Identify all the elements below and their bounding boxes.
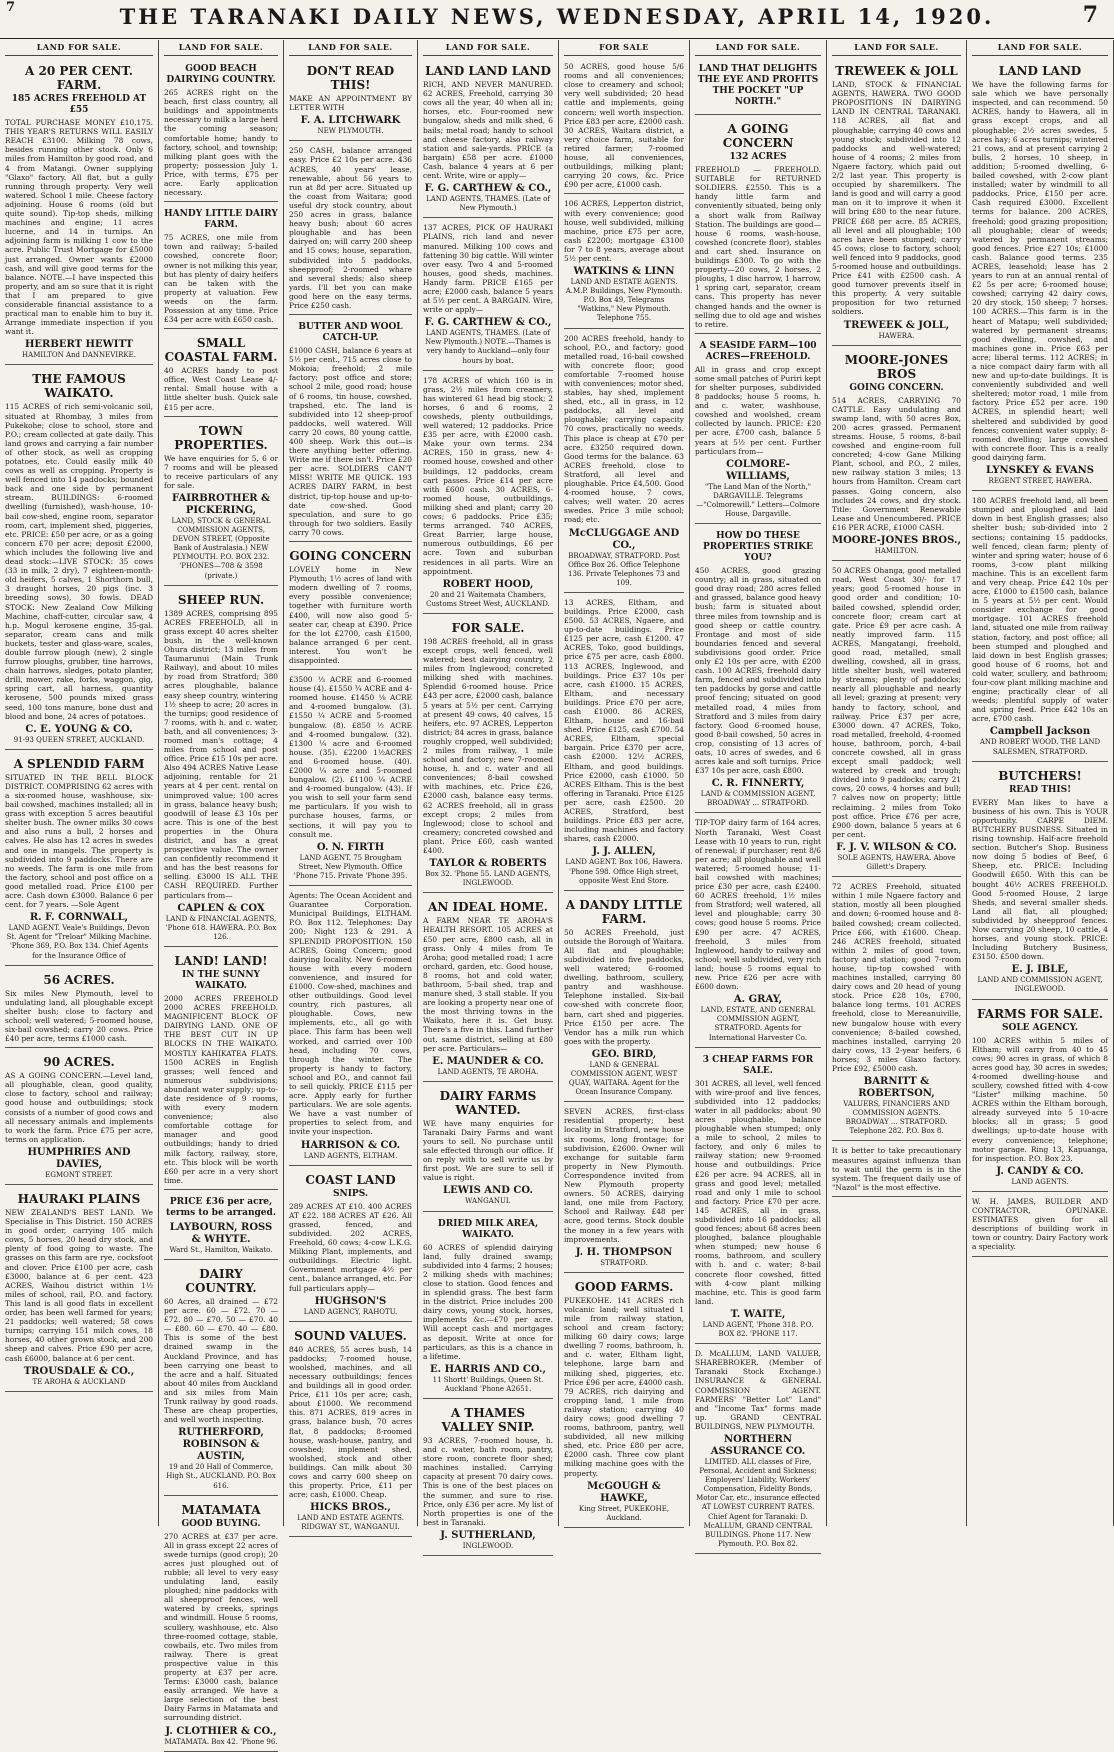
ad-advertiser: FAIRBROTHER & PICKERING, <box>171 493 271 516</box>
advertisement <box>972 1002 1108 1192</box>
ad-headline: TOWN PROPERTIES. <box>174 423 268 452</box>
ad-address: Box 32. 'Phone 55. LAND AGENTS, INGLEWOOD. <box>425 870 551 888</box>
ad-body: LOVELY home in New Plymouth; 1½ acres of land with modern dwelling of 7 rooms, every possible convenience; together with furniture worth £400, will now also good 5-seater car, cheap at £390. Price for the lot £2700, cash £1500, balance arranged 6 per cent. interest. You won't be disappointed. <box>289 565 412 665</box>
ad-address: 19 and 20 Hall of Commerce, High St., AUCKLAND. P.O. Box 616. <box>166 1463 276 1490</box>
ad-advertiser: C. R. FINNERTY, <box>711 778 805 790</box>
ad-headline: HAURAKI PLAINS <box>17 1192 141 1206</box>
column-5 <box>559 40 690 1526</box>
advertisement <box>289 672 412 886</box>
ad-body: 72 ACRES Freehold, situated within 1 mile Ngaere factory and station, mostly all been ploughed and down; 6-roomed house and 8-bailed cowshed; cream collected. Price £66, with £1600. Cheap. 246 ACRES freehold, situated within 2 miles of good town, factory and station; good 7-room house, tip-top cowshed with machines installed, carrying 80 dairy cows and 20 head of young stock. Price £28 10s, £700, balance long terms. 101 ACRES freehold, close to Mereanuiville, new bungalow house with every convenience; 8-bailed cowshed, machines installed, carrying 20 dairy cows, 13 2-year heifers, 6 horses; 3 miles Glaxo factory. Price £92, £5000 cash. <box>832 882 961 1073</box>
ad-headline: COAST LAND <box>305 1172 396 1187</box>
ad-headline: DAIRY COUNTRY. <box>185 1267 257 1295</box>
page-number: 7 <box>1082 2 1098 28</box>
ad-body: TOTAL PURCHASE MONEY £10,175. THIS YEAR'S RETURNS WILL EASILY REACH £3100. Milking 78 cows, besides running other stock. Only 6 miles from Hamilton by good road, and 4 from Matangi. Owner supplying "Glaxo" factory. All flat, but a gully running through property. Very well watered. School 1 mile. Cheese factory adjoining. House 6 rooms (old but quite sound). Tip-top sheds, milking machines and engine; 11 acres lucerne, and 14 in turnips. An adjoining farm is milking 1 cow to the acre. Public Trust Mortgage for £5000 just arranged. Owner wants £2000 cash, and will give good terms for the balance. NOTE.—I have inspected this property, and am so sure that it is right that I am prepared to give considerable financial assistance to a practical man to enable him to buy it. Arrange immediate inspection if you want it. <box>5 118 153 337</box>
ad-headline: THE FAMOUS WAIKATO. <box>32 372 126 401</box>
ad-address: LIMITED. ALL classes of Fire, Personal, Accident and Sickness; Employers' Liability, Workers' Compensation, Fidelity Bonds, Motor Car, etc., insurance effected AT LOWEST CURRENT RATES. Chief Agent for Taranaki: D. McALLUM, GRAND CENTRAL BUILDINGS. Phone 117. New Plymouth. P.O. Box 82. <box>696 1457 820 1548</box>
advertisement <box>164 588 278 947</box>
ad-headline: A SPLENDID FARM <box>13 756 145 771</box>
advertisement <box>695 526 821 813</box>
ad-body: NEW ZEALAND'S BEST LAND. We Specialise in This District. 150 ACRES in good order, carrying 105 milch cows, 5 horses, 20 head dry stock, and plenty of food going to waste. The grasses on this farm are rye, cocksfoot and clover. Price £100 per acre, cash £3000, balance at 6 per cent. 423 ACRES, Waihou district within 1½ miles of school, rail, P.O. and factory. This land is all good flats in excellent order, has been well farmed for years; 21 paddocks; well watered; 58 cows turnips; carrying 151 milch cows, 18 horses, 40 other grown stock, and 200 sheep and calves. Price £90 per acre, cash £6000, balance at 6 per cent. <box>5 1208 153 1363</box>
ad-body: 60 Acres, all drained — £72 per acre. 60 — £72. 70 — £72. 80 — £70. 50 — £70. 40 — £80. 60 — £70. 40 — £80. This is some of the best drained swamp in the Auckland Province, and has been carrying one beast to the acre and a half. Situated about 40 miles from Auckland and six miles from Main Trunk railway by good roads. These are cheap properties, and well worth inspecting. <box>164 1297 278 1425</box>
ad-body: All in grass and crop except some small patches of Puriri kept for shelter purposes, subdivided 8 paddocks; house 5 rooms, h. and c. water, washhouse, cowshed and woolshed, cream collected by launch. PRICE: £20 per acre, £700 cash, balance 5 years at 5½ per cent. Further particulars from— <box>695 364 821 456</box>
advertisement <box>564 595 684 891</box>
ad-subheadline: GOING CONCERN. <box>849 382 944 393</box>
advertisement <box>832 59 961 346</box>
ad-address: King Street, PUKEKOHE, Auckland. <box>578 1504 670 1522</box>
advertisement <box>5 367 153 749</box>
ad-address: LAND AGENTS, THAMES. (Late of New Plymouth.) <box>426 195 550 213</box>
ad-advertiser: CAPLEN & COX <box>177 902 265 914</box>
ad-advertiser: Campbell Jackson <box>989 726 1091 738</box>
ad-advertiser: NORTHERN ASSURANCE CO. <box>710 1433 806 1457</box>
ad-body: PUKEKOHE. 141 ACRES rich volcanic land; well situated 1 mile from railway station, school and cream factory; milking 60 dairy cows; large dwelling 7 rooms, bathroom, h. and c. water, Eltham light, telephone, large barn and milking shed, piggeries, etc. Price £96 per acre, £4000 cash. 79 ACRES, rich dairying and cropping land, 1 mile from railway station; carrying 40 dairy cows; good dwelling 7 rooms, bathroom, pantry, well subdivided, all new milking shed, etc. Price £80 per acre, £2000 cash. Three cow plant milking machine goes with the property. <box>564 1295 684 1478</box>
ad-headline: LAND LAND <box>998 64 1082 79</box>
ad-body: 180 ACRES freehold land, all been stumped and ploughed and laid down in best English grasses; also shelter bush; sub-divided into 2 sections; containing 15 paddocks, well fenced, clean farm; plenty of winter and spring water; house of 6 rooms, 3-cow plant milking machine. This is an excellent farm and very cheap. Price £42 10s per acre, £1000 to £1500 cash, balance in 5 years at 5½ per cent. Would consider exchange for good mortgage. 101 ACRES freehold land, situated one mile from railway station, factory, and post office; all been stumped and ploughed and laid down in best English grasses; good house of 6 rooms, hot and cold water, scullery, and bathroom; four-cow plant milking machine and engine; practically clear of all weeds; plentiful supply of water and spring feed. Price £42 10s an acre, £700 cash. <box>972 496 1108 724</box>
ad-address: LAND & GENERAL COMMISSION AGENT, WEST QUAY, WAITARA. Agent for the Ocean Insurance Company. <box>568 1060 680 1097</box>
ad-advertiser: J. J. ALLEN, <box>592 846 656 858</box>
advertisement <box>289 143 412 315</box>
ad-advertiser: McCLUGGAGE AND CO., <box>568 527 680 551</box>
ad-body: SITUATED IN THE BELL BLOCK DISTRICT. COMPRISING 62 acres with a six-roomed house, washhouse, six-bail cowshed, machines installed; all in grass with exception 5 acres beautiful shelter bush. The owner milks 30 cows and also runs a bull, 2 horses and calves. He also has 12 acres in swedes and one in mangels. The property is subdivided into 9 paddocks. There are no weeds. The farm is one mile from the factory, school and post office on a good metalled road. Price £100 per acre. Cash down £3000. Balance 6 per cent. for 7 years. —Sole Agent <box>5 772 153 910</box>
ad-headline: HANDY LITTLE DAIRY FARM. <box>164 209 278 231</box>
ad-address: HAWERA. <box>878 331 915 340</box>
ad-advertiser: TROUSDALE & CO., <box>23 1365 135 1377</box>
advertisement <box>564 893 684 1103</box>
ad-headline: 90 ACRES. <box>43 1055 115 1070</box>
ad-headline: PRICE £36 per acre, terms to be arranged. <box>166 1196 276 1218</box>
advertisement <box>695 815 821 1047</box>
ad-address: LAND AGENTS, THAMES. (Late of New Plymouth.) NOTE.—Thames is very handy to Auckland—only four hours by boat. <box>425 329 551 365</box>
column-7 <box>827 40 967 1526</box>
ad-address: INGLEWOOD. <box>462 1541 514 1550</box>
advertisement <box>5 752 153 966</box>
ad-headline: DRIED MILK AREA, WAIKATO. <box>437 1218 539 1240</box>
column-heading: LAND FOR SALE. <box>695 40 821 56</box>
ad-body: 60 ACRES of splendid dairying land, fully drained swamp; subdivided into 4 farms; 2 houses; 2 milking sheds with machines; close to station. Good fences and in splendid grass. The best farm in the district. Price includes 200 dairy cows, young stock, horses, implements &c.—£70 per acre. Will accept cash and mortgages as deposit. Write at once for particulars, as this is a chance in a lifetime. <box>423 1242 553 1361</box>
column-3 <box>284 40 418 1532</box>
ad-address: LAND AGENTS, TE AROHA. <box>437 1067 539 1076</box>
ad-headline: SHEEP RUN. <box>177 592 265 607</box>
ad-headline: A GOING CONCERN <box>722 122 794 151</box>
ad-advertiser: J. CANDY & CO. <box>996 1165 1084 1177</box>
ad-advertiser: ROBERT HOOD, <box>442 578 534 590</box>
advertisement <box>695 59 821 115</box>
ad-headline: LAND THAT DELIGHTS THE EYE AND PROFITS THE POCKET "UP NORTH." <box>697 64 819 108</box>
ad-subheadline: 132 ACRES <box>729 152 787 163</box>
ad-body: MAKE AN APPOINTMENT BY LETTER WITH <box>289 94 412 113</box>
ad-address: LAND AGENT. 75 Brougham Street, New Plymouth. Office 'Phone 715. Private 'Phone 395. <box>293 853 408 880</box>
ad-subheadline: IN THE SUNNY WAIKATO. <box>182 969 260 991</box>
ad-body: RICH, AND NEVER MANURED. 62 ACRES, Freehold, carrying 30 cows all the year, 40 when all in; horses, etc. Four-roomed new bungalow, sheds and milk shed, 6 bails; metal road; handy to school and cheese factory, also railway station and sale-yards. PRICE (a bargain) £58 per acre. £1000 Cash, balance 4 years at 6 per cent. Write, wire or apply— <box>423 80 553 181</box>
ad-body: 50 ACRES Freehold, just outside the Borough of Waitara. All flat and ploughable; subdivided into five paddocks, well watered; 6-roomed dwelling, bathroom, scullery, pantry and washhouse. Telephone installed. Six-bail cow-shed with concrete floor, barn, cart shed and piggeries. Price £150 per acre. The Vendor has a milk run which goes with the property. <box>564 927 684 1046</box>
advertisement <box>423 1401 553 1556</box>
ad-address: BROADWAY, STRATFORD. Post Office Box 26. Office Telephone 136. Private Telephones 73 and 109. <box>567 551 681 587</box>
masthead <box>0 0 1114 39</box>
ad-address: TE AROHA & AUCKLAND <box>32 1377 126 1386</box>
ad-address: SOLE AGENTS, HAWERA. Above Gillett's Drapery. <box>837 853 956 872</box>
ad-advertiser: F. G. CARTHEW & CO., <box>424 183 552 195</box>
ad-address: LAND & FINANCIAL AGENTS, 'Phone 618. HAWERA. P.O. Box 126. <box>165 914 277 941</box>
advertisement <box>289 317 412 542</box>
ad-headline: A SEASIDE FARM—100 ACRES—FREEHOLD. <box>699 340 817 362</box>
ad-body: 13 ACRES, Eltham, and buildings. Price £2000, cash £500. 53 ACRES, Ngaere, and up-to-date buildings. Price £125 per acre, cash £1200. 47 ACRES, Toko, good buildings, price £75 per acre, cash £800. 113 ACRES, Inglewood, and buildings. Price £37 10s per acre, cash £1000. 15 ACRES, Eltham, and necessary buildings. Price £70 per acre, cash £1000. 86 ACRES, Eltham, house and 16-bail shed. Price £125, cash £700. 54 ACRES, Eltham, special bargain. Price £370 per acre, cash £2000. 12½ ACRES, Eltham, and good buildings. Price £2000, cash £1000. 50 ACRES Eltham. This is the best offering in Taranaki. Price £125 per acre, cash £2500. 20 ACRES, Stratford, best buildings. Price £83 per acre, including machines and factory shares, cash £2000. <box>564 597 684 844</box>
ad-headline: 3 CHEAP FARMS FOR SALE. <box>702 1054 814 1076</box>
ad-advertiser: LEWIS AND CO. <box>443 1185 533 1197</box>
advertisement <box>423 220 553 370</box>
ad-address: STRATFORD. <box>600 1258 648 1267</box>
advertisement <box>832 1143 961 1196</box>
ad-body: Six miles New Plymouth, level to undulating land, all ploughable except shelter bush; close to factory and school; well watered; 5-roomed house, six-bail cowshed; carry 20 cows. Price £40 per acre, terms £1000 cash. <box>5 988 153 1044</box>
advertisement <box>564 1104 684 1273</box>
ad-advertiser: WATKINS & LINN <box>573 266 675 278</box>
column-heading: LAND FOR SALE. <box>832 40 961 56</box>
advertisement <box>164 1192 278 1260</box>
ad-address: LAND AGENTS, ELTHAM. <box>303 1151 398 1160</box>
advertisement <box>423 1214 553 1399</box>
advertisement <box>695 1346 821 1554</box>
ad-advertiser: GEO. BIRD, <box>591 1048 657 1060</box>
ad-subheadline: 185 ACRES FREEHOLD AT £55 <box>11 94 147 116</box>
ad-body: Agents: The Ocean Accident and Guarantee Corporation. Municipal Buildings, ELTHAM. P.O. Box 112. Telephones: Day 200; Night 123 & 291. A SPLENDID PROPOSITION. 150 ACRES, Going Concern; good dairying locality. New 6-roomed house with every modern convenience, and insured for £1000. Cow-shed, machines and other outbuildings. Good level country, rich pastures, all ploughable. Cows, new implements, etc., all go with place. This farm has been well worked, and carried over 100 head, including 70 cows, through the winter. The property is handy to factory, school and P.O., and cannot fail to sell quickly. PRICE £115 per acre. Apply early for further particulars. We are sole agents. We have a vast number of properties to select from, and invite your inspection. <box>289 891 412 1137</box>
ad-body: 75 ACRES, one mile from town and railway; 5-bailed cowshed, concrete floor; owner is not milking this year, but has plenty of dairy heifers can be taken with the property at valuation. Few weeds on the farm. Possession at any time. Price £34 per acre with £650 cash. <box>164 233 278 325</box>
advertisement <box>564 196 684 328</box>
advertisement <box>695 336 821 524</box>
newspaper-title: THE TARANAKI DAILY NEWS, WEDNESDAY, APRIL 14, 1920. <box>119 4 995 29</box>
ad-body: 289 ACRES AT £10. 400 ACRES AT £22. 188 ACRES AT £26. All grassed, fenced, and subdivided. 202 ACRES, Freehold, 60 cows; 4-cow L.K.G. Milking Plant, implements, and outbuildings. Electric light. Government mortgage 4½ per cent., balance arranged, etc. For full particulars apply— <box>289 1201 412 1293</box>
ad-address: LAND, STOCK & GENERAL COMMISSION AGENTS, DEVON STREET, (Opposite Bank of Australasia.) NEW PLYMOUTH. P.O. BOX 232. 'PHONES—708 & 3598 (private.) <box>171 517 271 580</box>
ad-address: LAND AGENT, 'Phone 318. P.O. BOX 82. 'PHONE 117. <box>702 1320 814 1339</box>
ad-headline: HOW DO THESE PROPERTIES STRIKE YOU? <box>702 531 813 564</box>
ad-body: AS A GOING CONCERN.—Level land, all ploughable, clean, good quality, close to factory, school and railway; good house and outbuildings; stock consists of a number of good cows and all necessary animals and implements to work the farm. Price £75 per acre, terms on application. <box>5 1071 153 1144</box>
advertisement <box>289 1324 412 1538</box>
ad-address: AND ROBERT WOOD. THE LAND SALESMEN, STRATFORD. <box>979 738 1101 756</box>
ad-address: LAND AGENCY, RAHOTU. <box>303 1307 398 1316</box>
ad-advertiser: LYNSKEY & EVANS <box>985 465 1095 477</box>
ad-address: VALUERS, FINANCIERS AND COMMISSION AGENTS. BROADWAY ... STRATFORD. Telephone 282. P.O. Box 8. <box>843 1100 950 1136</box>
ad-body: D. McALLUM, LAND VALUER, SHAREBROKER. (Member of Taranaki Stock Exchange.) INSURANCE & GENERAL COMMISSION AGENT. FARMERS' "Better Lot" Land" and "Income Tax" forms made up. GRAND CENTRAL BUILDINGS, NEW PLYMOUTH. <box>695 1349 821 1431</box>
advertisement <box>695 1050 821 1345</box>
ad-body: 265 ACRES right on the beach, first class country, all buildings and appointments necessary to milk a large herd the coming season; comfortable home; handy to factory, school, and township; milking plant goes with the property; possession July 1. Price, with terms, £75 per acre. Early application necessary. <box>164 88 278 198</box>
ad-body: 840 ACRES, 55 acres bush, 14 paddocks; 7-roomed house, woolshed, machines, and all necessary outbuildings; fences and buildings all in good order. Price, £11 10s per acre; cash, about £1000. We recommend this. 871 ACRES, 819 acres in grass, balance bush, 70 acres flat, 8 paddocks; 8-roomed house, wash-house, pantry, and cowshed; implement shed, woolshed, stock and other buildings. Can milk about 30 cows and carry 600 sheep on this property. Price, £11 per acre; cash, £1000. Cheap. <box>289 1344 412 1500</box>
ad-advertiser: E. J. IBLE, <box>1011 964 1069 976</box>
ad-address: 11 Shortt' Buildings, Queen St. Auckland 'Phone A2651. <box>432 1375 544 1393</box>
ad-address: 91-93 QUEEN STREET, AUCKLAND. <box>13 735 145 744</box>
ad-headline: BUTCHERS! <box>998 768 1082 783</box>
ad-body: It is better to take precautionary measures against influenza than to wait until the germ is in the system. The frequent daily use of "Nazol" is the most effective. <box>832 1146 961 1192</box>
advertisement <box>5 968 153 1049</box>
advertisement <box>5 1050 153 1185</box>
advertisement <box>972 1194 1108 1257</box>
ad-advertiser: HUMPHRIES AND DAVIES, <box>27 1146 131 1170</box>
advertisement <box>972 764 1108 1000</box>
ad-advertiser: LAYBOURN, ROSS & WHYTE. <box>169 1221 273 1245</box>
ad-advertiser: HARRISON & CO. <box>300 1139 401 1151</box>
advertisement <box>972 493 1108 762</box>
ad-address: "The Land Man of the North," DARGAVILLE. Telegrams—"Colmorewill." Letters—Colmore House, Dargaville. <box>696 482 820 518</box>
ad-headline: A 20 PER CENT. FARM. <box>25 64 133 93</box>
ad-body: LAND, STOCK & FINANCIAL AGENTS, HAWERA. TWO GOOD PROPOSITIONS IN DAIRYING LAND IN CENTRAL TARANAKI. 118 ACRES, all flat and ploughable; carrying 40 cows and young stock; subdivided into 12 paddocks and well-watered; house of 4 rooms; 2 miles from Ngaere factory, which paid out 2/2 last year. This property is occupied by sharemilkers. The land is good and will carry a good man on it to improve it when it will bring £80 to the near future. PRICE £68 per acre. 85 ACRES, all level and all ploughable; 100 acres have been stumped; carry 45 cows; close to factory, school; well fenced into 9 paddocks, good 5-roomed house and outbuildings. Price £41 with £2500 cash. A good turnover prevents itself in this property. A very suitable proposition for two returned soldiers. <box>832 80 961 317</box>
advertisement <box>5 1187 153 1392</box>
ad-advertiser: TREWEEK & JOLL, <box>843 319 950 331</box>
ad-headline: MATAMATA <box>181 1502 261 1517</box>
column-heading: LAND FOR SALE. <box>5 40 153 56</box>
advertisement <box>695 117 821 334</box>
ad-body: 115 ACRES of rich semi-volcanic soil, situated at Rhombay, 3 miles from Pukekohe; close to school, store and P.O.; cream collected at gate daily. This land grows and carrying a fair number of other stock, as well as cropping potatoes, etc. Could easily milk 40 cows as well as cropping. Property is well fenced into 14 paddocks; bounded back and one side by permanent stream. BUILDINGS: 6-roomed dwelling (furnished), wash-house, 10-bail cow-shed, engine room, separator room, cart, implement shed, piggeries, etc. PRICE: £50 per acre, or as a going concern £70 per acre; deposit £2000, which includes the following live and dead stock:—LIVE STOCK: 35 cows (33 in milk, 2 dry), 7 eighteen-month-old heifers, 5 calves, 1 Shorthorn bull, 3 draught horses, 20 pigs (inc. 3 breeding sows), 30 fowls. DEAD STOCK: New Zealand Cow Milking Machine, chaff-cutter, circular saw, 4 h.p. Mogul kerosene engine, 35-gal. separator, cream cans and milk buckets, tester and glass-ware, scales, double furrow plough (new), 2 single furrow ploughs, grubber, tine harrows, chain harrows, sledges, potato planter, drill, mower, rake, forks, waggon, gig, spring cart, all harness, quantity kerosene, 500 pounds mixed grass seed, 100 tons manure, bone dust and blood and bone, 24 acres of potatoes. <box>5 402 153 721</box>
ad-body: SEVEN ACRES, first-class residential property; best locality in Stratford, new house six rooms, long frontage; for subdivision, £2600. Owner will exchange for suitable farm property in New Plymouth. Correspondence invited from New Plymouth property owners. 50 ACRES, dairying land, one mile from Factory, School and Railway. £48 per acre, good terms. Stock double the money in a few years with improvements. <box>564 1107 684 1244</box>
advertisement <box>564 59 684 194</box>
advertisement <box>832 563 961 877</box>
ad-advertiser: E. MAUNDER & CO. <box>432 1055 544 1067</box>
advertisement <box>5 59 153 365</box>
advertisement <box>832 348 961 562</box>
ad-body: 137 ACRES, PICK OF HAURAKI PLAINS, rich land and never manured. Milking 100 cows and fattening 30 big cattle. Will winter over easy. Two 4 and 5-roomed houses, good sheds, machines. Handy farm. PRICE £165 per acre; £2000 cash, balance 5 years at 5½ per cent. A BARGAIN. Wire, write or apply— <box>423 223 553 315</box>
ad-body: 93 ACRES, 7-roomed house, h. and c. water, bath room, pantry, store room, concrete floor shed; machines installed. Carrying capacity at present 70 dairy cows. This is one of the best places on the summer, and sure to rise. Price, only £36 per acre. My list of North properties is one of the best in Taranaki. <box>423 1435 553 1527</box>
advertisement <box>164 59 278 202</box>
ad-body: WE have many enquiries for Taranaki Dairy Farms and want yours to sell. No purchase until sale effected through our office. If on reply with to sell write us by first post. We are sure to sell if value is right. <box>423 1118 553 1183</box>
ad-address: LAND AND ESTATE AGENTS. A.M.P. Buildings, New Plymouth. P.O. Box 49, Telegrams "Watkins," New Plymouth. Telephone 755. <box>565 278 683 323</box>
ad-headline: DAIRY FARMS WANTED. <box>439 1088 537 1117</box>
column-heading: LAND FOR SALE. <box>164 40 278 56</box>
column-heading: LAND FOR SALE. <box>289 40 412 56</box>
ad-address: NEW PLYMOUTH. <box>317 127 384 136</box>
ad-advertiser: J. H. THOMPSON <box>575 1246 673 1258</box>
ad-body: 50 ACRES Ohanga, good metalled road, West Coast 30/- for 17 years; good 5-roomed house in good order and condition; 10-bailed cowshed, splendid order, concrete floor; cream cart at gate. Price £9 per acre cash. A neatly improved farm. 115 ACRES, Mangatangi, freehold, good road, metalled, small dwelling, cowshed, all in grass, little shelter bush, well watered by streams; plenty of paddocks; nearly all ploughable and nearly all level; grazing at present; very handy to factory, school, and railway. Price £37 per acre, £3000 down. 47 ACRES, Toko, road metalled, freehold, 4-roomed house, bathroom, porch, 4-bail concrete cowshed, all in grass except small paddock; well watered by creek and trough; divided into 9 paddocks; carry 21 cows, 20 cows, 4 horses and bull; 7 calves now on property; little reclaiming. 2 miles from Toko post office. Price £76 per acre, £900 down, balance 5 years at 6 per cent. <box>832 566 961 839</box>
ad-address: REGENT STREET, HAWERA. <box>988 477 1092 486</box>
advertisement <box>164 331 278 416</box>
ad-headline: LAND LAND LAND <box>425 64 551 79</box>
ad-body: 514 ACRES, CARRYING 70 CATTLE. Easy undulating and swamp land, with 50 acres Box, 200 acres grassed. Permanent streams. House, 5 rooms, 8-bail cowshed and engine-room full concreted; 4-cow Gane Milking Plant, school, and P.O., 2 miles, new railway station 3 miles; 13 hours from Hamilton. Cream cart passes. Going concern, also includes 24 cows, and dry stock. Title: Government Renewable Lease and Unencumbered. PRICE £16 PER ACRE, £1000 CASH. <box>832 395 961 532</box>
ad-headline: DON'T READ THIS! <box>306 64 395 93</box>
ad-body: 50 ACRES, good house 5/6 rooms and all conveniences; close to creamery and school; very well subdivided; 20 head cattle and implements, going concern; well worth inspection. Price £83 per acre, £2000 cash. 30 ACRES, Waitara district, a very choice farm, suitable for retired farmer; 7-roomed house, all conveniences, outbuildings, milking plant; carrying 20 cows, &c. Price £90 per acre, £1000 cash. <box>564 62 684 190</box>
ad-advertiser: J. CLOTHIER & CO., <box>165 1725 277 1737</box>
advertisement <box>164 1498 278 1752</box>
ad-advertiser: F. A. LITCHWARK <box>300 115 401 127</box>
ad-body: 450 ACRES, good grazing country; all in grass, situated on good dray road; 280 acres felled and grassed, balance good heavy bush; farm is situated about three miles from township and is good sheep or cattle country. Frontage and most of side boundaries fenced and several subdivisions good order. Price only £2 10s per acre, with £200 cash. 100 ACRES, freehold dairy farm, fenced and subdivided into ten paddocks by gorse and cattle proof fencing; situated on good metalled road, 4 miles from Stratford and 3 miles from dairy factory. Good 6-roomed house, good 8-bail cowshed, 50 acres in crop, consisting of 13 acres of oats, 10 acres of swedes, and 6 acres kale and soft turnips. Price £37 10s per acre, cash £800. <box>695 566 821 776</box>
ad-address: WANGANUI. <box>465 1197 511 1206</box>
ad-address: 20 and 21 Waitemata Chambers, Customs Street West, AUCKLAND. <box>426 590 550 608</box>
ad-advertiser: F. J. V. WILSON & CO. <box>836 841 957 853</box>
ad-body: FREEHOLD — FREEHOLD. SUITABLE for RETURNED SOLDIERS. £2550. This is a handy little farm and conveniently situated, being only a short walk from Railway Station. The buildings are good—house 6 rooms, wash-house, cowshed (concrete floor), stables and cart shed. Insurance on buildings £300. To go with the property—20 cows, 2 horses, 2 ploughs, 1 disc harrow, 1 harrow, 1 spring cart, separator, cream cans. This property has never changed hands and the owner is selling due to old age and wishes to retire. <box>695 165 821 329</box>
ad-address: Ward St., Hamilton, Waikato. <box>169 1245 273 1254</box>
ad-advertiser: F. G. CARTHEW & CO., <box>424 317 552 329</box>
ad-body: 106 ACRES, Lepperton district, with every convenience; good house, well subdivided, milking machine, price £75 per acre, cash £2200; mortgage £3100 for 7 to 8 years, average about 5½ per cent. <box>564 199 684 263</box>
advertisement <box>164 204 278 329</box>
ad-body: W. H. JAMES, BUILDER AND CONTRACTOR, OPUNAKE. ESTIMATES given for all descriptions of building work in town or country. Dairy Factory work a speciality. <box>972 1196 1108 1252</box>
ad-headline: MOORE-JONES BROS <box>844 352 949 381</box>
ad-headline: BUTTER AND WOOL CATCH-UP. <box>298 322 403 344</box>
advertisement <box>164 419 278 586</box>
ad-address: LAND AGENTS. <box>1011 1177 1069 1186</box>
advertisement <box>289 59 412 141</box>
ad-advertiser: O. N. FIRTH <box>316 841 385 853</box>
ad-headline: GOOD FARMS. <box>574 1279 674 1294</box>
ad-address: LAND AND ESTATE AGENTS. RIDGWAY ST., WANGANUI. <box>297 1514 404 1532</box>
ad-body: 178 ACRES of which 160 is in grass, 2½ miles from creamery, has wintered 61 head big stock; 2 horses, 6 and 6 rooms, 2 cowsheds, plenty outbuildings, well watered; 12 paddocks. Price £35 per acre, with £2000 cash. Make your own terms. 234 ACRES, 150 in grass, new 4-roomed house, cowshed and other buildings, 12 paddocks, cream cart passes. Price £14 per acre with £600 cash. 30 ACRES, 6-roomed house, outbuildings, milking shed and plant; carry 20 cows; 6 paddocks. Price £35; terms arranged. 740 ACRES, Great Barrier, large house, numerous outbuildings, £6 per acre. Town and suburban residences in all parts. Wire an appointment. <box>423 375 553 576</box>
ad-headline: LAND! LAND! <box>174 953 268 968</box>
ad-subheadline: READ THIS! <box>1008 784 1072 795</box>
ad-headline: A DANDY LITTLE FARM. <box>565 897 683 926</box>
ad-headline: TREWEEK & JOLL <box>835 64 958 79</box>
ad-body: 40 ACRES handy to post office, West Coast Lease 4/- rental. Small house with a little shelter bush. Quick sale £15 per acre. <box>164 366 278 412</box>
ad-body: We have the following farms for sale which we have personally inspected, and can recommend. 50 ACRES, handy to Hawera, all in grass except crops, and all ploughable; 2½ acres swedes, 5 acres hay; 6 acres turnips; wintered 21 cows, and at present carrying 2 bulls, 2 horses, 10 sheep, in addition; 5-roomed dwelling, 6-bailed cowshed, with 2-cow plant installed; water by windmill to all paddocks. Price, £150 per acre. Cash required £3000. Excellent terms for balance. 200 ACRES, freehold; good grazing proposition; all ploughable; clear of weeds; watered by permanent streams; good fences. Price £27 10s; £1000 cash. Balance good terms. 235 ACRES, leasehold; lease has 2 years to run at an annual rental of £2 5s per acre; 6-roomed house; cowshed; carrying 42 dairy cows, 20 dry stock, 150 sheep; 7 horses. 100 ACRES.—This farm is in the heart of Matapu; well subdivided; watered by permanent streams; good dwelling, cowshed, and machines gone in. Price £63 per acre; liberal terms. 112 ACRES; in a nice compact dairy farm with all new and up-to-date buildings. It is conveniently subdivided and well sheltered; motor road, 1 mile from factory. Price £52 per acre. 190 ACRES, in splendid heart; well sheltered and subdivided by good fences; convenient water supply; 8-roomed dwelling; large cowshed with concrete floor. This is a really good dairying farm. <box>972 80 1108 462</box>
column-6 <box>690 40 827 1548</box>
advertisement <box>564 1275 684 1528</box>
advertisement <box>289 544 412 670</box>
ad-body: 2000 ACRES FREEHOLD 2000 ACRES FREEHOLD. MAGNIFICENT BLOCK OF DAIRYING LAND. ONE OF THE BEST CUT IN UP BLOCKS IN THE WAIKATO. MOSTLY KAHIKATEA FLATS. 1500 ACRES in English grasses; well fenced and numerous subdivisions; abundant water supply; up-to-date residence of 9 rooms, with every modern convenience; also comfortable cottage for manager and good outbuildings; handy to dried milk factory, railway, store, etc. This block will be worth £60 per acre in a very short time. <box>164 993 278 1185</box>
ad-body: 200 ACRES freehold, handy to school, P.O., and factory; good metalled road, 16-bail cowshed with concrete floor; good comfortable 7-roomed house with conveniences; motor shed, stables, hay shed, implement shed, etc., all in grass, in 12 paddocks, all level and ploughable; carrying capacity 70 cows, practically no weeds. This place is cheap at £70 per acre. £3250 required down. Good terms for the balance. 63 ACRES freehold, close to Stratford, all level and ploughable. Price £4,500. Good 4-roomed house, 7 cows, calves; well water. 20 acres swedes. Price 3 mile school; road; etc. <box>564 333 684 525</box>
column-heading: LAND FOR SALE. <box>972 40 1108 56</box>
ad-body: 198 ACRES freehold, all in grass except crops, well fenced, well watered; best dairying country, 2 miles from Inglewood; concreted milking shed with machines. Splendid 6-roomed house. Price £43 per acre, £2000 cash, balance 5 years at 5½ per cent. Carrying at present 49 cows, 40 calves, 15 heifers, etc. 97 ACRES, Lepperton district; 84 acres in grass, balance roughly cropped, well subdivided; 2 miles from railway, 1 mile school and factory; new 7-roomed house, h. and c. water and all conveniences; 8-bail cowshed with machines, etc. Price £26, £2000 cash, balance easy terms. 62 ACRES freehold, all in grass except crops; 2 miles from Inglewood; close to school and creamery; concreted cowshed and plant. Price £60, cash wanted £400. <box>423 636 553 856</box>
advertisement <box>564 331 684 593</box>
ad-address: LAND & COMMISSION AGENT, BROADWAY ... STRATFORD. <box>700 790 816 808</box>
column-1 <box>0 40 159 1526</box>
ad-body: TIP-TOP dairy farm of 164 acres, North Taranaki, West Coast Lease with 10 years to run, right of renewal; if purchaser; rent 8/6 per acre; all ploughable and well watered; 5-roomed house; 11-bail cowshed with machines; price £30 per acre, cash £2400. 60 ACRES freehold, 1½ miles from Stratford; well watered, all level and ploughable; carry 30 cows; good house 5 rooms. Price £90 per acre. 47 ACRES, freehold, 3 miles from Inglewood, handy to railway and school; well subdivided, very rich land; house 5 rooms equal to new. Price £26 per acre with £600 down. <box>695 818 821 992</box>
ad-body: £1000 CASH, balance 6 years at 5½ per cent., 715 acres close to Mokoia; freehold; 2 mile factory; post office and store; school 2 mile, good road; house of 6 rooms, tin house, cowshed, trapshed, etc. The land is subdivided into 12 sheep-proof paddocks, well watered. Will carry 20 cows, 80 young cattle, 400 sheep. Work this out—is there anything better offering. Write me if there isn't. Price £20 per acre. SOLDIERS CAN'T MISS! WRITE ME QUICK. 193 ACRES DAIRY FARM, in best district, tip-top house and up-to-date cow-shed. Good speculation, and sure to go through for two soldiers. Easily carry 70 cows. <box>289 346 412 537</box>
ad-body: 270 ACRES at £37 per acre. All in grass except 22 acres of swede turnips (good crop); 20 acres just ploughed out of rubble; all level to very easy undulating land, easily ploughed; nine paddocks with all sheepproof fences, well watered by creeks, springs and windmill. House 5 rooms, scullery, washhouse, etc. Also three-roomed cottage, stable, cowbails, etc. Two miles from railway. There is great prospective value in this property at £37 per acre. Terms: £3000 cash, balance easily arranged. We have a large selection of the best Dairy Farms in Matamata and surrounding district. <box>164 1531 278 1723</box>
ad-subheadline: GOOD BUYING. <box>181 1518 261 1529</box>
advertisement <box>423 373 553 614</box>
advertisement <box>423 59 553 218</box>
column-4 <box>418 40 559 1550</box>
ad-headline: GOING CONCERN <box>289 549 412 564</box>
ad-advertiser: RUTHERFORD, ROBINSON & AUSTIN, <box>178 1427 264 1463</box>
masthead-left-number: 7 <box>6 0 16 15</box>
ad-advertiser: C. E. YOUNG & CO. <box>25 723 133 735</box>
advertisement <box>289 888 412 1166</box>
ad-address: HAMILTON. <box>874 547 919 556</box>
ad-address: LAND AND COMMISSION AGENT, INGLEWOOD. <box>977 976 1103 994</box>
advertisement <box>289 1168 412 1322</box>
column-2 <box>159 40 284 1746</box>
ad-address: EGMONT STREET. <box>45 1170 113 1179</box>
ad-body: We have enquiries for 5, 6 or 7 rooms and will be pleased to receive particulars of any for sale. <box>164 453 278 490</box>
advertisement <box>972 59 1108 491</box>
ad-headline: SOUND VALUES. <box>294 1328 407 1343</box>
ad-advertiser: T. WAITE, <box>730 1308 786 1320</box>
ad-subheadline: SOLE AGENCY. <box>1002 1022 1078 1033</box>
ad-headline: 56 ACRES. <box>43 972 115 987</box>
ad-advertiser: HICKS BROS., <box>310 1502 391 1514</box>
advertisement <box>832 879 961 1141</box>
column-heading: FOR SALE <box>564 40 684 56</box>
ad-headline: FOR SALE. <box>451 620 525 635</box>
ad-advertiser: R. F. CORNWALL, <box>29 912 129 924</box>
advertisement <box>423 1084 553 1212</box>
ad-advertiser: HUGHSON'S <box>314 1295 387 1307</box>
ad-body: A FARM NEAR TE AROHA'S HEALTH RESORT. 105 ACRES at £50 per acre, £800 cash, all in grass. Only 4 miles from Te Aroha; good metalled road; 1 acre orchard, garden, etc. Good house, 8 rooms, hot and cold water, bathroom, 5-bail shed, trap and manure shed, 3 stall stable. If you are looking a property near one of the most thriving towns in the Waikato, here it is. Get busy. There's a five in this. Land further out, same district, selling at £80 per acre. Particulars— <box>423 916 553 1053</box>
ad-address: LAND, ESTATE, AND GENERAL COMMISSION AGENT, STRATFORD. Agents for International Harvester Co. <box>700 1006 816 1042</box>
column-heading: LAND FOR SALE. <box>423 40 553 56</box>
ad-body: 250 CASH, balance arranged easy. Price £2 10s per acre. 436 ACRES, 40 years' lease, renewable, about 56 years to run at 8d per acre. Situated up the coast from Waitara; good useful dry stock country, about 250 acres in grass, balance heavy bush; about 60 acres ploughable and has been dairyed on; will carry 200 sheep and 15 cows; house, separation, subdivided into 5 paddocks, sheepproof; 2-roomed whare and several sheds; also sheep yards. I'll bet you can make good here on the easy terms. Price £250 cash. <box>289 146 412 310</box>
ad-headline: A THAMES VALLEY SNIP. <box>441 1405 535 1434</box>
ad-advertiser: MOORE-JONES BROS., <box>832 535 961 547</box>
ad-headline: FARMS FOR SALE. <box>976 1006 1104 1021</box>
column-8 <box>967 40 1114 1526</box>
ad-address: HAMILTON And DANNEVIRKE. <box>22 351 136 360</box>
ad-advertiser: TAYLOR & ROBERTS <box>429 858 547 870</box>
advertisement <box>423 895 553 1082</box>
ad-advertiser: J. SUTHERLAND, <box>440 1529 536 1541</box>
advertisement <box>164 1262 278 1496</box>
ad-headline: AN IDEAL HOME. <box>428 900 548 915</box>
ad-advertiser: McGOUGH & HAWKE, <box>587 1480 661 1504</box>
ad-address: LAND AGENT. Box 106, Hawera. 'Phone 598. Office High street, opposite West End Store. <box>565 858 683 885</box>
ad-body: 1389 ACRES, comprising 895 ACRES FREEHOLD, all in grass except 40 acres shelter bush, in the well-known Ohura district; 13 miles from Taumarunui (Main Trunk Railway), and about 10 miles by road from Stratford; 380 acres ploughable, balance easy sheep country, wintering 1½ sheep to acre; 20 acres in the turnips; good residence of 7 rooms, with h. and c. water, bath, and all conveniences; 3-roomed man's cottage; 4 miles from school and post office. Price £15 10s per acre. Also 494 ACRES Native Lease adjoining, rentable for 21 years at 4 per cent. rental on unimproved value; 100 acres in grass, balance heavy bush; goodwill of lease £3 10s per acre. This is one of the best properties in the Ohura district, and has a great prospective value. The owner can confidently recommend it and has the best reasons for selling. £3000 IS ALL THE CASH REQUIRED. Further particulars from— <box>164 608 278 900</box>
ad-body: EVERY Man likes to have a business of his own. This is YOUR opportunity. CARPE DIEM. BUTCHERY BUSINESS. Situated in rising township. Half-acre freehold section. Butcher's Shop. Business now doing 5 bodies of Beef, 6 Sheep, etc. PRICE: Including Goodwill £650. With this can be bought 46½ ACRES FREEHOLD. Good 5-roomed House, 2 large Sheds, and several smaller sheds. Land all flat, all ploughed; subdivided by sheepproof fences. Now carrying 20 sheep, 10 cattle, 4 horses, and young stock. PRICE: Including Butchery Business, £3150. £500 down. <box>972 797 1108 962</box>
ad-subheadline: SNIPS. <box>332 1188 368 1199</box>
ad-address: LAND AGENT. Veale's Buildings, Devon St. Agent for "Treloar" Milking Machine. 'Phone 369, P.O. Box 134. Chief Agents for the Insurance Office of <box>6 924 152 960</box>
ad-headline: SMALL COASTAL FARM. <box>164 336 278 365</box>
advertisement <box>164 949 278 1190</box>
ad-body: 100 ACRES within 5 miles of Eltham; will carry from 40 to 45 cows; 90 acres in grass, of which 8 acres good hay, 30 acres in swedes; 4-roomed dwelling-house and scullery, cowshed fitted with 4-cow "Lister" milking machine. 50 ACRES within the Eltham borough, already surveyed into 5 10-acre blocks; all in grass; 5 good dwellings; up-to-date house with every convenience; telephone; motor garage. Ring 13, Kapuanga, for inspection. P.O. Box 23. <box>972 1035 1108 1163</box>
ad-address: MATAMATA. Box 42. 'Phone 96. <box>164 1737 278 1746</box>
advertisement <box>423 616 553 893</box>
ad-advertiser: COLMORE-WILLIAMS, <box>726 458 790 482</box>
ad-advertiser: A. GRAY, <box>733 994 783 1006</box>
ad-advertiser: BARNITT & ROBERTSON, <box>858 1076 935 1100</box>
ad-advertiser: HERBERT HEWITT <box>24 339 134 351</box>
ad-headline: GOOD BEACH DAIRYING COUNTRY. <box>166 64 276 86</box>
ad-body: £3500 ⅓ ACRE and 6-roomed house (4). £1550 ¾ ACRE and 4-roomed house. £1450 ⅛ ACRE and 4-roomed bungalow. (3). £1550 ¼ ACRE and 5-roomed bungalow. (8). £850 ½ ACRE and 4-roomed bungalow. (32). £1300 ¼ acre and 6-roomed house. (35). £2200 1½ACRES and 6-roomed house. (40). £2000 ¼ acre and 5-roomed bungalow. (2). £1100 ¼ ACRE and 4-roomed bungalow. (43). If you wish to sell your farm send me particulars. If you wish to purchase houses, farms, or sections, it will pay you to consult me. <box>289 675 412 839</box>
ad-advertiser: E. HARRIS AND CO., <box>430 1363 546 1375</box>
ad-body: 301 ACRES, all level, well fenced with wire-proof and live fences, subdivided into 12 paddocks; water in all paddocks; about 90 acres ploughable, balance ploughable when stumped; only a mile to school, 2 miles to factory, and only 6 miles to railway station; new 9-roomed house and outbuildings. Price £26 per acre. 94 ACRES, all in grass and good level; metalled road and only 1 mile to school and factory. Price £70 per acre. 145 ACRES, all in grass, subdivided into 16 paddocks; all good fences; about 68 acres been ploughed, balance ploughable when stumped; new house 6 rooms, bathroom, and scullery with h. and c. water; 8-bail concrete floor cowshed, fitted with 4-cow plant milking machine, etc. This is good farm land. <box>695 1078 821 1306</box>
